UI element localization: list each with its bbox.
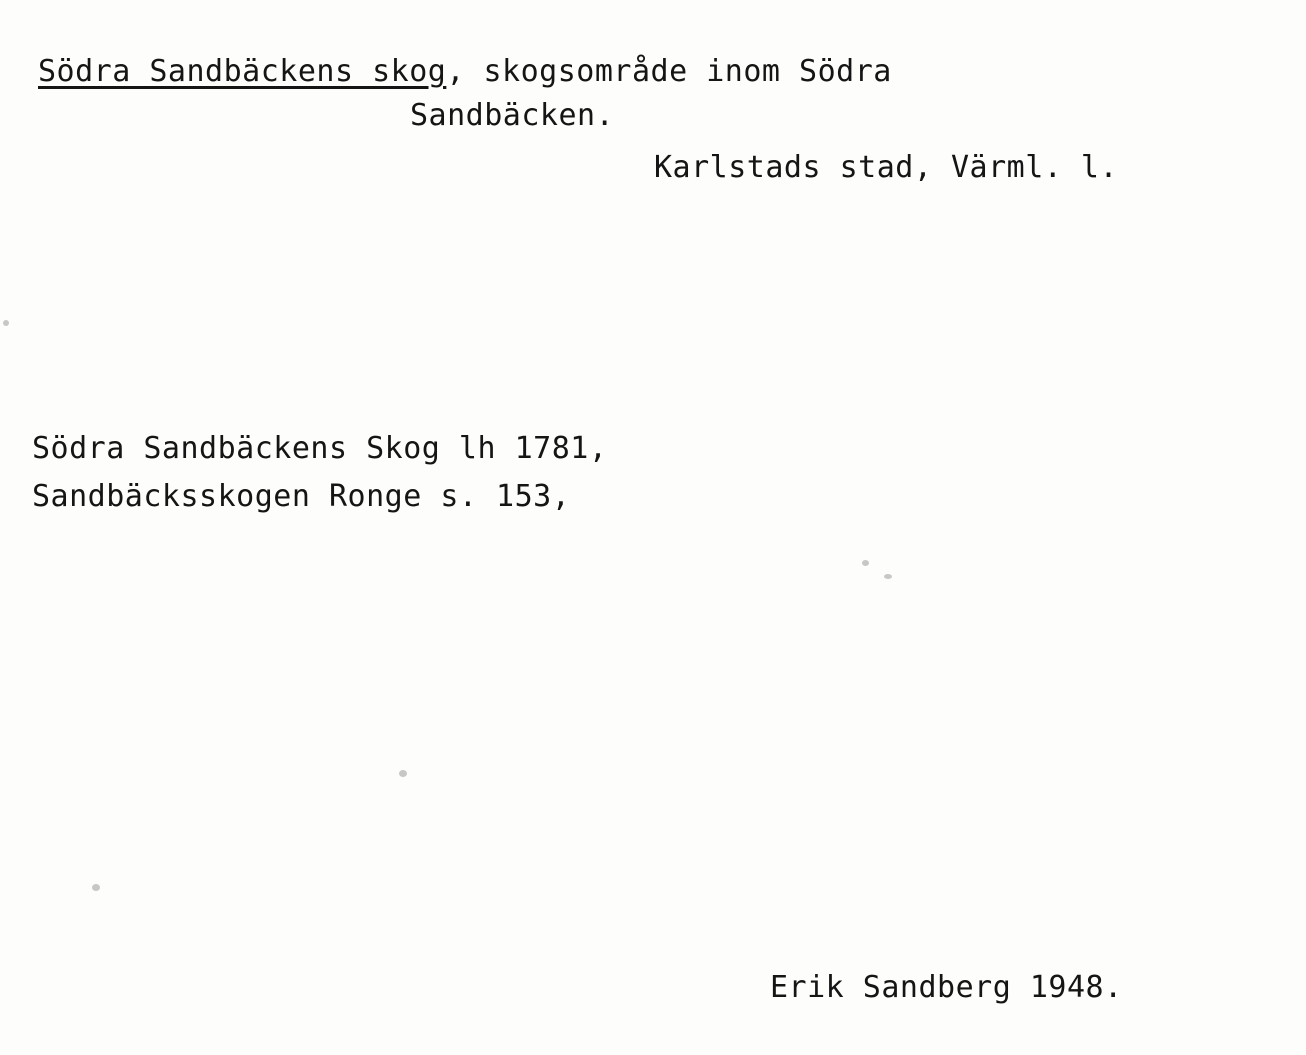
scan-speck — [884, 574, 892, 579]
heading-second-line: Sandbäcken. — [410, 98, 615, 133]
headword: Södra Sandbäckens skog — [38, 54, 447, 89]
scan-speck — [399, 770, 407, 777]
scan-speck — [3, 320, 9, 326]
entry-line: Sandbäcksskogen Ronge s. 153, — [32, 479, 571, 514]
heading-location: Karlstads stad, Värml. l. — [654, 150, 1119, 185]
heading-tail: , skogsområde inom Södra — [446, 54, 892, 89]
card-heading — [36, 50, 1276, 190]
scan-speck — [862, 560, 869, 566]
signature: Erik Sandberg 1948. — [770, 970, 1123, 1005]
entry-line: Södra Sandbäckens Skog lh 1781, — [32, 431, 608, 466]
heading-first-line — [36, 50, 1276, 94]
card-entries — [32, 425, 1272, 521]
scan-speck — [92, 884, 100, 891]
